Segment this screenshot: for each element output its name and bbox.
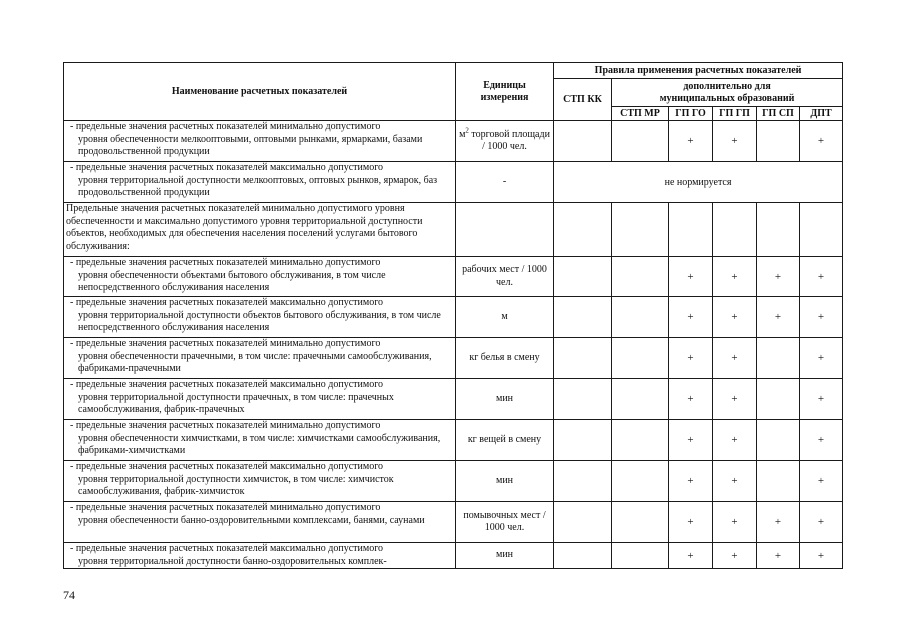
table-row [64,121,843,162]
indicator-unit: мин [456,379,554,420]
applicability-gp-gp: + [713,121,757,162]
applicability-stp-kk [554,338,612,379]
applicability-gp-go: + [669,338,713,379]
indicator-name [64,461,456,502]
indicator-name-continuation: уровня территориальной доступности банно-оздоровительных комплек- [78,555,387,567]
applicability-gp-sp: + [757,297,800,338]
applicability-gp-gp: + [713,379,757,420]
header-unit-column [456,63,554,121]
indicator-name-continuation: уровня обеспеченности прачечными, в том числе: прачечными самообслуживания, фабриками-прачечными [78,350,432,374]
indicator-unit: помывочных мест / 1000 чел. [456,502,554,543]
indicator-name-first-line: - предельные значения расчетных показателей минимально допустимого [70,338,381,349]
applicability-stp-kk [554,379,612,420]
indicator-name-first-line: - предельные значения расчетных показателей минимально допустимого [70,420,381,431]
indicator-name-continuation: уровня обеспеченности объектами бытового обслуживания, в том числе непосредственного обслуживания населения [78,269,386,293]
indicator-name [64,257,456,297]
applicability-gp-go [669,203,713,257]
indicator-unit: мин [456,543,554,569]
indicator-name-first-line: - предельные значения расчетных показателей минимально допустимого [70,257,381,268]
applicability-gp-gp: + [713,543,757,569]
applicability-dpt: + [800,338,843,379]
applicability-gp-go: + [669,543,713,569]
indicator-unit: рабочих мест / 1000 чел. [456,257,554,297]
indicator-name-first-line: - предельные значения расчетных показателей максимально допустимого [70,461,384,472]
header-stp-mr: СТП МР [612,107,669,121]
applicability-gp-go: + [669,420,713,461]
applicability-gp-gp: + [713,257,757,297]
applicability-stp-kk [554,297,612,338]
applicability-stp-mr [612,203,669,257]
applicability-gp-sp [757,420,800,461]
applicability-stp-mr [612,338,669,379]
indicator-name-continuation: уровня территориальной доступности мелкооптовых, оптовых рынков, ярмарок, баз продовольственной продукции [78,174,438,198]
applicability-stp-kk [554,420,612,461]
header-gp-sp: ГП СП [757,107,800,121]
indicator-name-first-line: - предельные значения расчетных показателей минимально допустимого [70,121,381,132]
header-name-column: Наименование расчетных показателей [64,63,456,121]
indicator-name-continuation: уровня территориальной доступности прачечных, в том числе: прачечных самообслуживания, фабрик-прачечных [78,391,394,415]
header-stp-kk: СТП КК [554,79,612,121]
header-gp-go: ГП ГО [669,107,713,121]
applicability-stp-kk [554,121,612,162]
applicability-gp-go: + [669,297,713,338]
applicability-gp-gp: + [713,502,757,543]
applicability-dpt: + [800,121,843,162]
table-row [64,379,843,420]
applicability-stp-mr [612,461,669,502]
table-row [64,543,843,569]
header-unit-line2: измерения [480,91,529,103]
header-additional-line2: муниципальных образований [659,92,795,104]
indicator-name [64,420,456,461]
applicability-stp-mr [612,543,669,569]
table-row [64,420,843,461]
table-row [64,297,843,338]
indicator-unit [456,121,554,162]
indicator-name [64,338,456,379]
unit-superscript: 2 [465,126,469,135]
applicability-gp-sp: + [757,502,800,543]
applicability-dpt [800,203,843,257]
applicability-gp-sp [757,121,800,162]
applicability-gp-gp: + [713,297,757,338]
table-row [64,162,843,203]
indicator-name-first-line: - предельные значения расчетных показателей минимально допустимого [70,502,381,513]
indicators-table [63,62,843,569]
indicator-name [64,502,456,543]
applicability-gp-gp [713,203,757,257]
indicator-name [64,162,456,203]
applicability-gp-go: + [669,461,713,502]
indicator-unit: - [456,162,554,203]
indicator-unit: кг белья в смену [456,338,554,379]
indicator-name-continuation: уровня обеспеченности химчистками, в том числе: химчистками самообслуживания, фабриками-химчистками [78,432,441,456]
applicability-gp-gp: + [713,461,757,502]
table-row [64,338,843,379]
indicator-unit [456,203,554,257]
indicator-name [64,297,456,338]
indicator-name-first-line: - предельные значения расчетных показателей максимально допустимого [70,297,384,308]
applicability-stp-mr [612,121,669,162]
applicability-gp-sp: + [757,257,800,297]
applicability-dpt: + [800,379,843,420]
header-rules: Правила применения расчетных показателей [554,63,843,79]
unit-text: м [459,128,466,140]
indicator-name [64,543,456,569]
applicability-stp-kk [554,203,612,257]
applicability-gp-go: + [669,257,713,297]
applicability-dpt: + [800,420,843,461]
header-additional [612,79,843,107]
table-body [64,121,843,569]
applicability-stp-kk [554,543,612,569]
indicator-name [64,121,456,162]
header-dpt: ДПТ [800,107,843,121]
indicator-unit: м [456,297,554,338]
indicator-name-first-line: - предельные значения расчетных показателей максимально допустимого [70,543,384,554]
indicator-name-continuation: уровня территориальной доступности химчисток, в том числе: химчисток самообслуживания, фабрик-химчисток [78,473,394,497]
applicability-stp-kk [554,257,612,297]
applicability-stp-mr [612,420,669,461]
applicability-stp-mr [612,502,669,543]
indicator-name-continuation: уровня территориальной доступности объектов бытового обслуживания, в том числе непосредственного обслуживания населения [78,309,441,333]
applicability-gp-sp [757,461,800,502]
table-row [64,461,843,502]
applicability-gp-sp [757,379,800,420]
indicator-name: Предельные значения расчетных показателей минимально допустимого уровня обеспеченности и максимально допустимого уровня территориальной доступности объектов, необходимых для обеспечения населения поселений услугами бытового обслуживания: [64,203,456,257]
table-row [64,257,843,297]
applicability-gp-go: + [669,502,713,543]
applicability-stp-mr [612,257,669,297]
indicator-name-first-line: - предельные значения расчетных показателей максимально допустимого [70,379,384,390]
applicability-gp-go: + [669,379,713,420]
applicability-dpt: + [800,257,843,297]
indicator-name-first-line: - предельные значения расчетных показателей максимально допустимого [70,162,384,173]
indicator-unit: мин [456,461,554,502]
indicator-name [64,379,456,420]
page-number: 74 [63,588,75,602]
unit-text-rest: торговой площади / 1000 чел. [468,128,550,152]
applicability-gp-gp: + [713,420,757,461]
table-row [64,203,843,257]
applicability-stp-kk [554,502,612,543]
indicator-unit: кг вещей в смену [456,420,554,461]
applicability-gp-sp [757,203,800,257]
applicability-stp-kk [554,461,612,502]
header-gp-gp: ГП ГП [713,107,757,121]
table-row [64,502,843,543]
applicability-stp-mr [612,379,669,420]
applicability-stp-mr [612,297,669,338]
applicability-dpt: + [800,502,843,543]
applicability-gp-go: + [669,121,713,162]
applicability-gp-sp: + [757,543,800,569]
applicability-dpt: + [800,543,843,569]
applicability-dpt: + [800,461,843,502]
applicability-dpt: + [800,297,843,338]
applicability-gp-sp [757,338,800,379]
header-additional-line1: дополнительно для [683,80,771,92]
indicator-name-continuation: уровня обеспеченности банно-оздоровительными комплексами, банями, саунами [78,514,425,526]
not-normalized-note: не нормируется [554,162,843,203]
indicator-name-continuation: уровня обеспеченности мелкооптовыми, оптовыми рынками, ярмарками, базами продовольственной продукции [78,133,423,157]
applicability-gp-gp: + [713,338,757,379]
header-unit-line1: Единицы [483,79,526,91]
